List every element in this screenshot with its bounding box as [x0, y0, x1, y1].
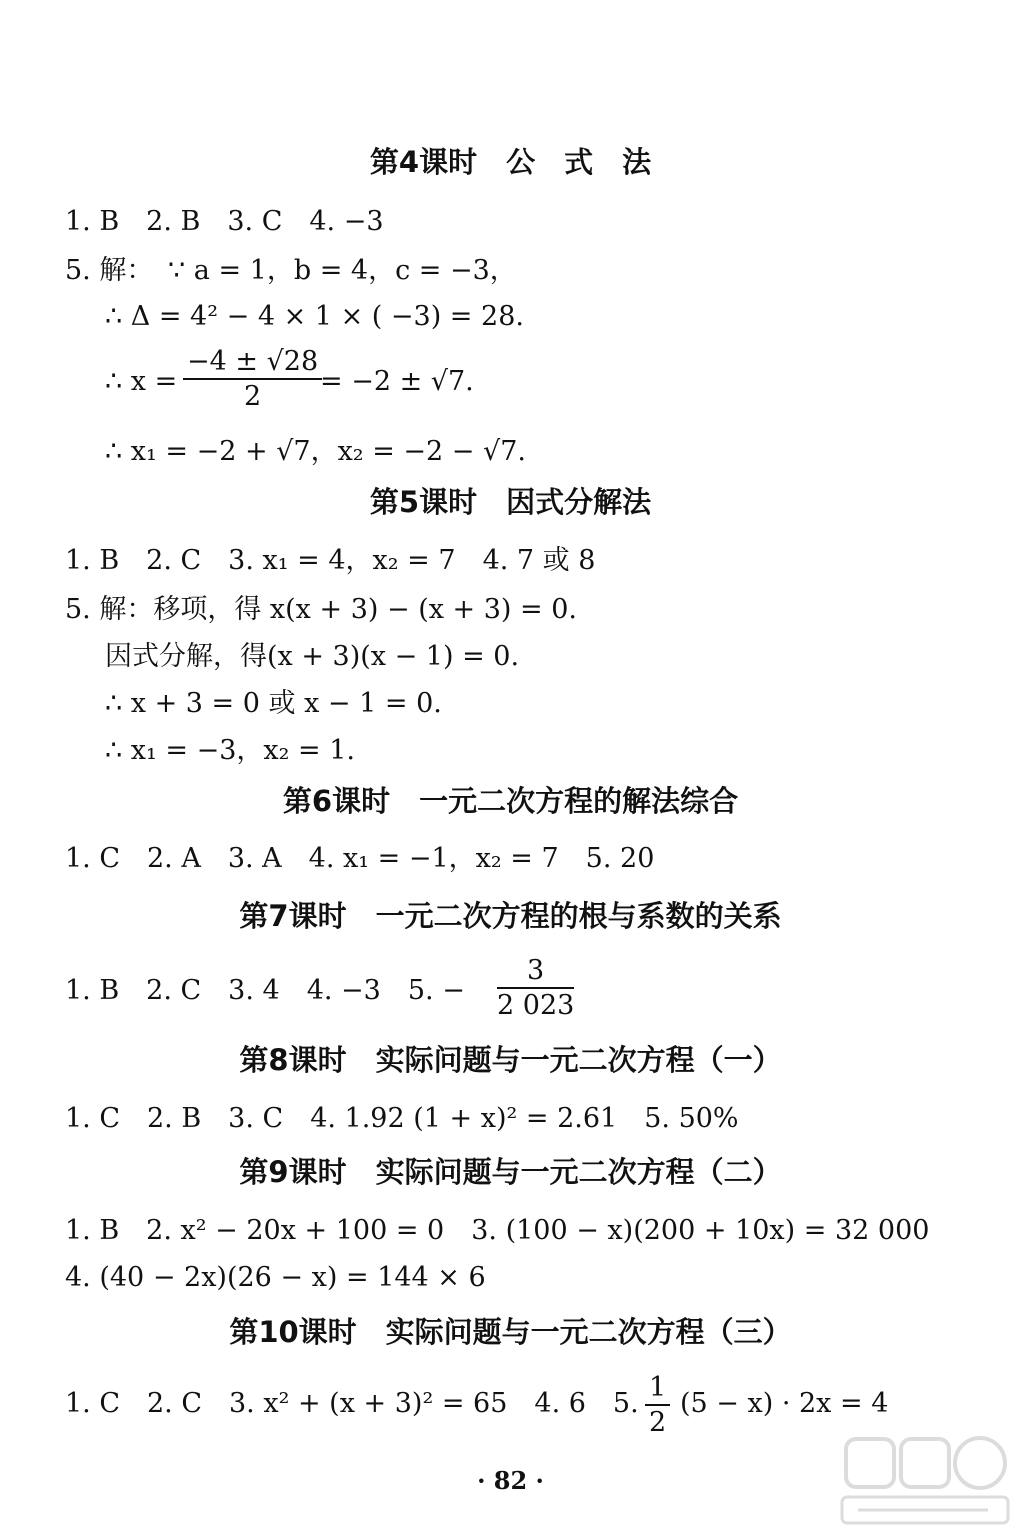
fraction-denominator: 2 — [243, 381, 262, 412]
section-title-10: 第10课时 实际问题与一元二次方程（三） — [229, 1315, 792, 1349]
answers-7-line1: 1. B 2. C 3. 4 4. −3 5. − — [65, 975, 465, 1006]
answer-10-5-tail: (5 − x) · 2x = 4 — [680, 1388, 889, 1419]
answers-4-line1: 1. B 2. B 3. C 4. −3 — [65, 206, 384, 237]
fraction-numerator: −4 ± √28 — [187, 346, 319, 377]
answer-4-5-delta: ∴ Δ = 4² − 4 × 1 × ( −3) = 28. — [105, 301, 524, 332]
answers-10-line1: 1. C 2. C 3. x² + (x + 3)² = 65 4. 6 5. — [65, 1388, 639, 1419]
section-title-8: 第8课时 实际问题与一元二次方程（一） — [239, 1043, 782, 1077]
answers-9-line2: 4. (40 − 2x)(26 − x) = 144 × 6 — [65, 1262, 486, 1293]
answers-9-line1: 1. B 2. x² − 20x + 100 = 0 3. (100 − x)(200 + 10x) = 32 000 — [65, 1215, 930, 1246]
section-title-6: 第6课时 一元二次方程的解法综合 — [282, 784, 739, 818]
answers-8-line1: 1. C 2. B 3. C 4. 1.92 (1 + x)² = 2.61 5. 50% — [65, 1103, 739, 1134]
answer-4-5-x-prefix: ∴ x = — [105, 366, 178, 397]
section-title-5: 第5课时 因式分解法 — [369, 485, 652, 519]
answer-4-5-fraction — [183, 348, 322, 410]
fraction-numerator: 3 — [527, 955, 545, 986]
answers-6-line1: 1. C 2. A 3. A 4. x₁ = −1，x₂ = 7 5. 20 — [65, 843, 655, 874]
section-title-4: 第4课时 公 式 法 — [369, 145, 652, 179]
answer-4-5-x-result: = −2 ± √7. — [320, 366, 474, 397]
section-title-9: 第9课时 实际问题与一元二次方程（二） — [239, 1155, 782, 1189]
answer-5-5-line1: 5. 解：移项，得 x(x + 3) − (x + 3) = 0. — [65, 594, 578, 625]
page-number: · 82 · — [477, 1466, 544, 1495]
fraction-numerator: 1 — [649, 1372, 667, 1403]
answer-4-5-roots: ∴ x₁ = −2 + √7，x₂ = −2 − √7. — [105, 436, 526, 467]
answer-4-5-label: 5. 解： — [65, 255, 154, 286]
answer-4-5-given: ∵ a = 1，b = 4，c = −3， — [168, 255, 517, 286]
answers-5-line1: 1. B 2. C 3. x₁ = 4，x₂ = 7 4. 7 或 8 — [65, 545, 596, 576]
answer-5-5-line3: ∴ x + 3 = 0 或 x − 1 = 0. — [105, 688, 442, 719]
answer-5-5-line4: ∴ x₁ = −3，x₂ = 1. — [105, 735, 356, 766]
answer-10-5-fraction — [645, 1374, 670, 1436]
watermark-logo — [838, 1433, 1013, 1528]
section-title-7: 第7课时 一元二次方程的根与系数的关系 — [239, 899, 782, 933]
fraction-denominator: 2 023 — [497, 990, 575, 1021]
fraction-denominator: 2 — [649, 1407, 667, 1438]
answer-5-5-line2: 因式分解，得(x + 3)(x − 1) = 0. — [105, 641, 520, 672]
answer-7-5-fraction — [497, 957, 574, 1019]
